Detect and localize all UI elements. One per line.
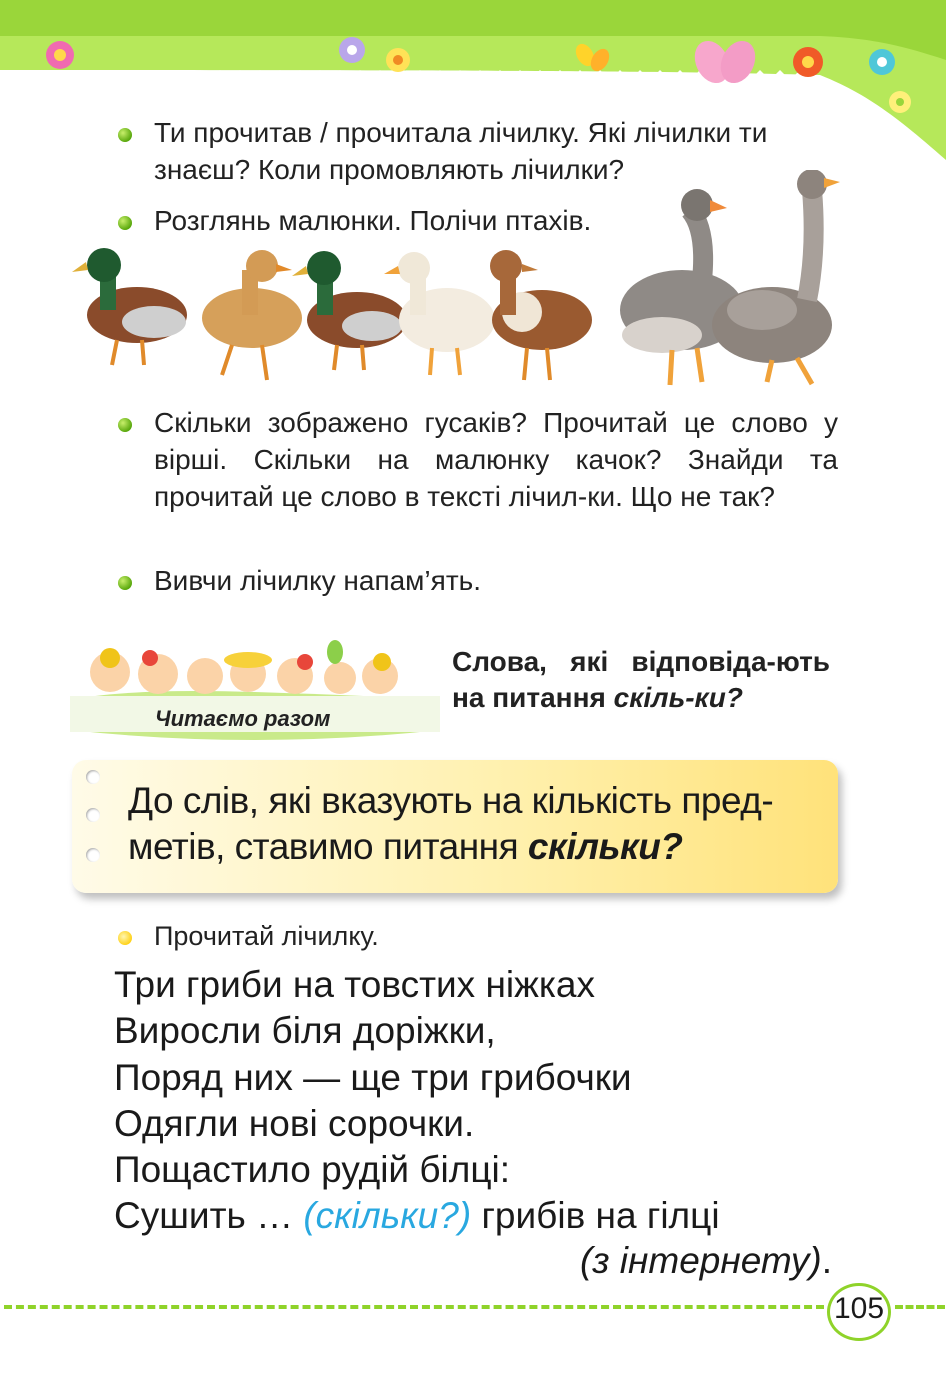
duck-drake-icon xyxy=(292,251,407,370)
poem-line: Одягли нові сорочки. xyxy=(114,1103,475,1144)
poem-line: Поряд них — ще три грибочки xyxy=(114,1057,632,1098)
page-number: 105 xyxy=(833,1292,885,1325)
poem-blank-question: (скільки?) xyxy=(303,1195,472,1236)
footer-divider xyxy=(895,1305,945,1309)
bullet-icon xyxy=(118,418,132,432)
goose-icon xyxy=(712,170,840,384)
poem-source-text: (з інтернету) xyxy=(580,1240,822,1281)
bullet-icon xyxy=(118,576,132,590)
rule-text-emphasis: скільки? xyxy=(527,826,683,867)
ring-hole-icon xyxy=(86,848,100,862)
bullet-icon xyxy=(118,128,132,142)
rule-box xyxy=(72,760,838,893)
footer-divider xyxy=(4,1305,824,1309)
poem-last-suffix: грибів на гілці xyxy=(481,1195,720,1236)
ring-hole-icon xyxy=(86,770,100,784)
task-instruction: Прочитай лічилку. xyxy=(154,921,379,951)
section-title-emphasis: скіль-ки? xyxy=(613,682,743,713)
poem-last-line xyxy=(114,1193,720,1239)
poem-source-dot: . xyxy=(821,1240,832,1281)
question-3: Скільки зображено гусаків? Прочитай це слово у вірші. Скільки на малюнку качок? Знайди та прочитай це слово в тексті лічил-ки. Що не так? xyxy=(154,407,838,512)
duck-brown-icon xyxy=(490,250,592,380)
child-face-icon xyxy=(90,640,398,694)
poem-source xyxy=(580,1240,832,1282)
ducks-and-geese-illustration xyxy=(72,170,852,395)
goose-icon xyxy=(620,189,744,385)
section-title xyxy=(452,644,830,716)
question-1: Ти прочитав / прочитала лічилку. Які лічилки ти знаєш? Коли промовляють лічилки? xyxy=(154,117,768,185)
section-title-text: Слова, які відповіда-ють на питання xyxy=(452,646,830,713)
bullet-icon xyxy=(118,931,132,945)
poem-line: Виросли біля доріжки, xyxy=(114,1010,496,1051)
duck-white-icon xyxy=(384,252,495,375)
reading-together-label: Читаємо разом xyxy=(155,706,331,731)
duck-female-icon xyxy=(202,250,302,380)
question-4: Вивчи лічилку напам’ять. xyxy=(154,565,482,596)
ring-hole-icon xyxy=(86,808,100,822)
rule-text-plain: До слів, які вказують на кількість пред-метів, ставимо питання xyxy=(128,780,774,867)
poem-last-prefix: Сушить … xyxy=(114,1195,294,1236)
poem-line: Пощастило рудій білці: xyxy=(114,1149,511,1190)
poem-line: Три гриби на товстих ніжках xyxy=(114,964,595,1005)
duck-drake-icon xyxy=(72,248,187,365)
rule-text xyxy=(128,778,818,870)
question-2: Розглянь малюнки. Полічи птахів. xyxy=(154,205,592,236)
